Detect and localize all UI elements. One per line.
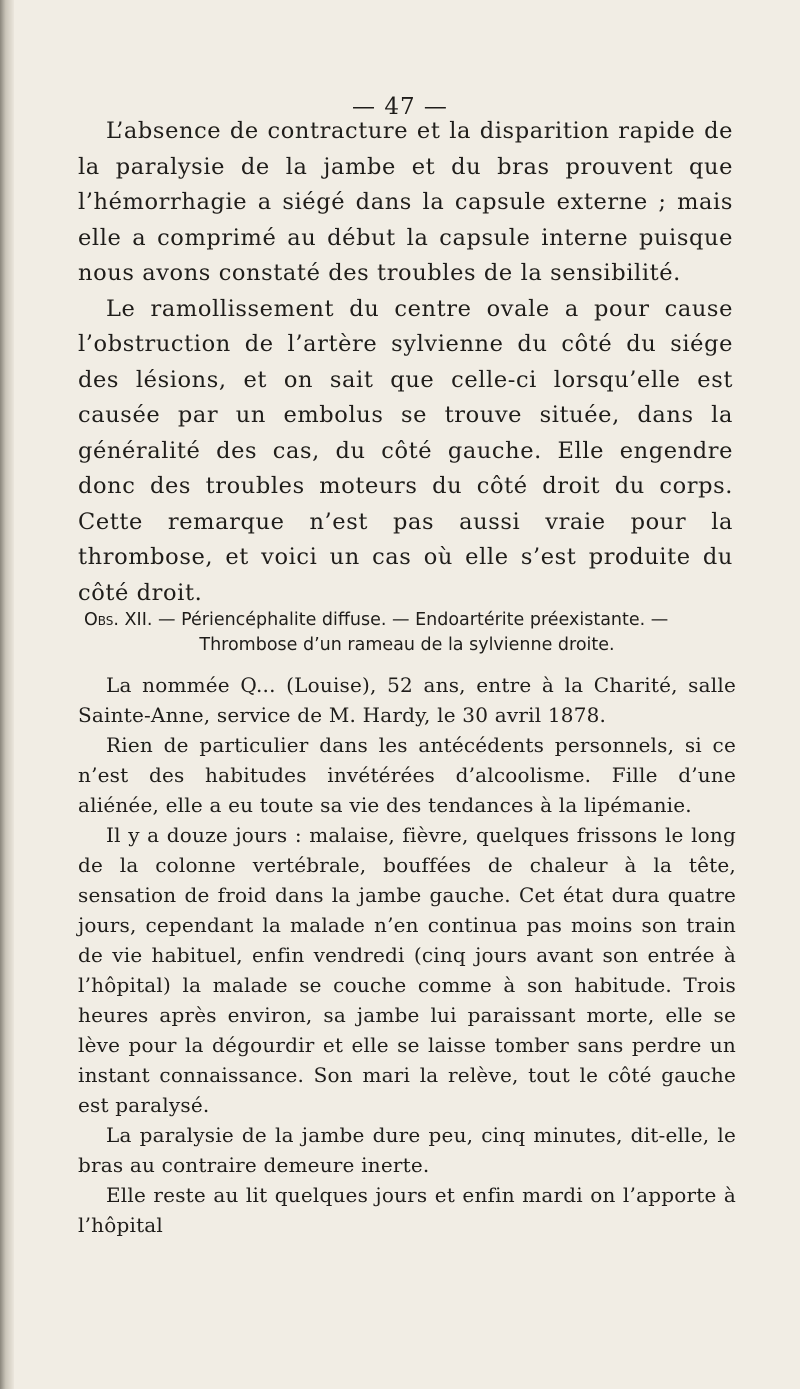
paragraph-1: L’absence de contracture et la disparition rapide de la paralysie de la jambe et du bras prouvent que l’hémorrhagie a siégé dans la capsule externe ; mais elle a comprimé au début la capsule interne puisque nous avons constaté des troubles de la sensibilité. — [78, 118, 733, 286]
page-number: — 47 — — [352, 94, 448, 120]
body-text — [78, 114, 733, 611]
observation-title-part-1: — Périencéphalite diffuse. — Endoartérite préexistante. — — [158, 610, 669, 630]
case-report — [78, 670, 736, 1240]
case-paragraph-5: Elle reste au lit quelques jours et enfin mardi on l’apporte à l’hôpital — [78, 1183, 736, 1237]
case-paragraph-2: Rien de particulier dans les antécédents personnels, si ce n’est des habitudes invétérées d’alcoolisme. Fille d’une aliénée, elle a eu toute sa vie des tendances à la lipémanie. — [78, 733, 736, 817]
observation-title-line-1 — [78, 608, 736, 633]
observation-heading — [78, 608, 736, 658]
case-paragraph-3: Il y a douze jours : malaise, fièvre, quelques frissons le long de la colonne vertébrale, bouffées de chaleur à la tête, sensation de froid dans la jambe gauche. Cet état dura quatre jours, cependant la malade n’en continua pas moins son train de vie habituel, enfin vendredi (cinq jours avant son entrée à l’hôpital) la malade se couche comme à son habitude. Trois heures après environ, sa jambe lui paraissant morte, elle se lève pour la dégourdir et elle se laisse tomber sans perdre un instant connaissance. Son mari la relève, tout le côté gauche est paralysé. — [78, 823, 736, 1117]
observation-label: Obs. XII. — [84, 610, 153, 630]
observation-title-line-2: Thrombose d’un rameau de la sylvienne droite. — [199, 635, 615, 655]
paragraph-2: Le ramollissement du centre ovale a pour cause l’obstruction de l’artère sylvienne du côté du siége des lésions, et on sait que celle-ci lorsqu’elle est causée par un embolus se trouve située, dans la généralité des cas, du côté gauche. Elle engendre donc des troubles moteurs du côté droit du corps. Cette remarque n’est pas aussi vraie pour la thrombose, et voici un cas où elle s’est produite du côté droit. — [78, 295, 733, 606]
case-paragraph-1: La nommée Q... (Louise), 52 ans, entre à la Charité, salle Sainte-Anne, service de M. Hardy, le 30 avril 1878. — [78, 673, 736, 727]
case-paragraph-4: La paralysie de la jambe dure peu, cinq minutes, dit-elle, le bras au contraire demeure inerte. — [78, 1123, 736, 1177]
